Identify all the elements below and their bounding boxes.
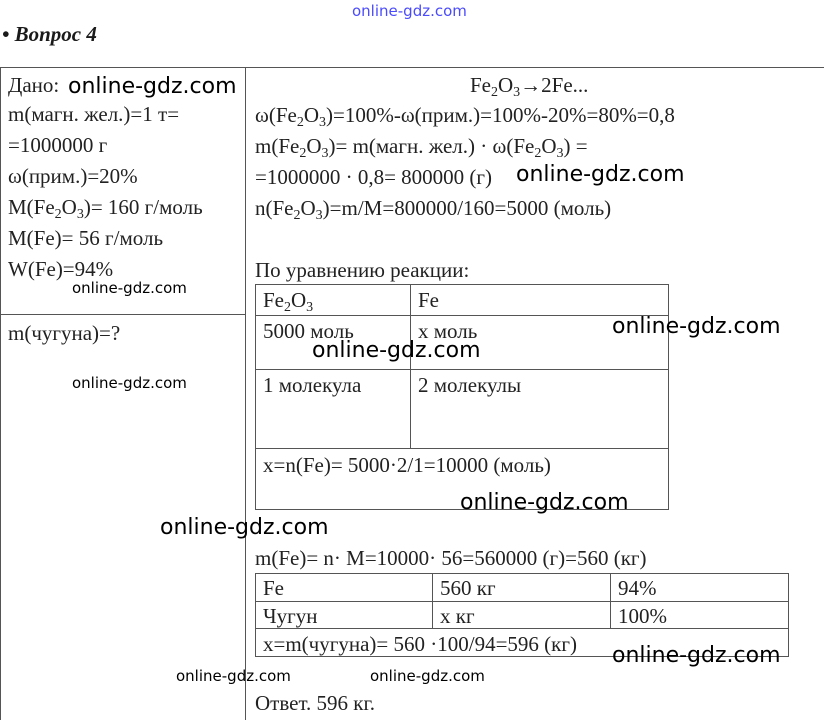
- reaction-table-col-rule: [410, 284, 411, 449]
- watermark: online-gdz.com: [370, 667, 485, 685]
- proportion-table-rule-1: [255, 601, 789, 602]
- given-line-impurity: ω(прим.)=20%: [8, 164, 138, 188]
- table1-r2c1: 1 молекула: [263, 373, 362, 397]
- moles-line: $n(Fe_2O_3)=m/M=800000/160=5000$ (моль): [255, 196, 612, 223]
- given-line-mass: m(магн. жел.)=1 т=: [8, 102, 180, 126]
- given-line-fe-fraction: W(Fe)=94%: [8, 257, 114, 281]
- watermark: online-gdz.com: [460, 490, 629, 515]
- watermark: online-gdz.com: [612, 643, 781, 668]
- reaction-table-rule-3: [255, 448, 669, 449]
- table2-r2c2: x кг: [440, 604, 475, 628]
- column-divider: [245, 67, 246, 720]
- reaction-table-rule-1: [255, 315, 669, 316]
- table2-r1c3: 94%: [618, 576, 657, 600]
- top-watermark: online-gdz.com: [352, 2, 467, 20]
- given-line-grams: =1000000 г: [8, 133, 108, 157]
- given-line-molar-fe: M(Fe)= 56 г/моль: [8, 226, 164, 250]
- mass-line-2: =1000000 · 0,8= 800000 (г): [255, 165, 493, 189]
- table2-r2c1: Чугун: [263, 604, 318, 628]
- proportion-table-rule-2: [255, 628, 789, 629]
- reaction-equation: $Fe_2O_3\to 2Fe$...: [470, 73, 589, 100]
- mass-fe-line: m(Fe)= n· M=10000· 56=560000 (г)=560 (кг): [255, 546, 647, 570]
- reaction-table-rule-2: [255, 369, 669, 370]
- watermark: online-gdz.com: [72, 279, 187, 297]
- table1-header-fe: Fe: [418, 288, 439, 312]
- question-title: • Вопрос 4: [2, 22, 97, 46]
- table1-r2c2: 2 молекулы: [418, 373, 522, 397]
- proportion-table-col-rule-1: [432, 573, 433, 629]
- watermark: online-gdz.com: [312, 338, 481, 363]
- table2-r1c1: Fe: [263, 576, 284, 600]
- table2-footer: x=m(чугуна)= 560 ·100/94=596 (кг): [263, 632, 577, 656]
- omega-line: $\omega(Fe_2O_3)=100\%-\omega(прим.)=100\%-20\%=80\%=0,8$: [255, 103, 675, 130]
- proportion-table-col-rule-2: [610, 573, 611, 629]
- given-label: Дано:: [8, 73, 60, 97]
- given-find-divider: [0, 314, 246, 315]
- table1-r1c2: x моль: [418, 319, 478, 343]
- watermark: online-gdz.com: [160, 515, 329, 540]
- watermark: online-gdz.com: [612, 314, 781, 339]
- find-label: m(чугуна)=?: [8, 321, 121, 345]
- table2-r2c3: 100%: [618, 604, 667, 628]
- mass-line-1: $m(Fe_2O_3)=$ m(магн. $жел.) \cdot \omega(Fe_2O_3)$ =: [255, 134, 588, 161]
- answer-line: Ответ. 596 кг.: [255, 691, 376, 715]
- given-line-molar-fe2o3: $M(Fe_2O_3)= 160$ г/моль: [8, 195, 203, 222]
- watermark: online-gdz.com: [176, 667, 291, 685]
- table2-r1c2: 560 кг: [440, 576, 496, 600]
- watermark: online-gdz.com: [72, 374, 187, 392]
- watermark: online-gdz.com: [516, 162, 685, 187]
- table1-footer: x=n(Fe)= 5000·2/1=10000 (моль): [263, 453, 551, 477]
- by-equation-label: По уравнению реакции:: [255, 258, 470, 282]
- table1-r1c1: 5000 моль: [263, 319, 354, 343]
- watermark: online-gdz.com: [68, 74, 237, 99]
- table1-header-fe2o3: $Fe_2O_3$: [263, 288, 314, 315]
